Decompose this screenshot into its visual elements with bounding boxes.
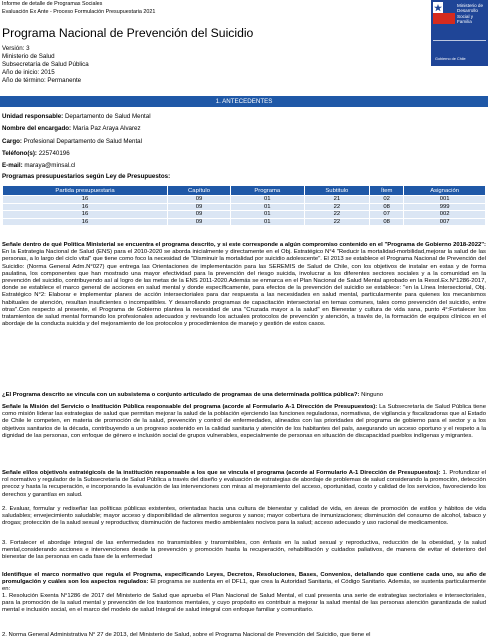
unidad-responsable: Unidad responsable: Departamento de Salud Mental bbox=[2, 113, 151, 120]
budget-table bbox=[2, 185, 486, 226]
paragraph-objetivo-2: 2. Evaluar, formular y rediseñar las políticas públicas existentes, orientadas hacia una cultura de bienestar y calidad de vida, en áreas de promoción de estilos y hábitos de vida saludables; envejecimiento saludable; mayor acceso y disponibilidad de alimentos seguros y sanos; mayor cobertura de inmunizaciones; disminución del consumo de alcohol, tabaco y drogas; protección de la salud sexual y reproductiva; disminución de factores medio ambientales nocivos para la salud; acceso adecuado y uso racional de medicamentos. bbox=[2, 506, 486, 527]
col-capitulo: Capítulo bbox=[168, 186, 231, 196]
table-row: 16 09 01 22 08 999 bbox=[3, 203, 486, 211]
page-title: Programa Nacional de Prevención del Suicidio bbox=[2, 26, 254, 40]
paragraph-politica-ministerial: Señale dentro de qué Política Ministerial se encuentra el programa descrito, y si este corresponde a algún compromiso contenido en el "Programa de Gobierno 2018-2022": En la Estrategia Nacional de Salud (ENS) para el 2010-2020 se aborda inicialmente y directamente en el Obj. Estratégico N°4 "Reducir la mortalidad-morbilidad,mejorar la salud de las personas, a lo largo del ciclo vital" que tiene como foco la necesidad de "Disminuir la mortalidad por suicidio adolescente". El 2013 se establece el Programa Nacional de Prevención del Suicidio: (Norma General Adm.N°027) que entrega las Orientaciones de implementación para las SEREMIS de Salud de Chile, con los objetivos de instalar en estas y de forma paulatina, los componentes que han mostrado una mayor efectividad para la prevención del riesgo suicida, involucrar a los diferentes sectores sociales y a la comunidad en la prevención del suicidio, contribuyendo así al logro de las metas de la ENS 2011-2020.Además se enmarca en el Plan Nacional de Salud Mental aprobado en la Resol.Ex.N°1286-2017, donde se establece el marco general de acciones en salud mental y donde específicamente, para efectos de la prevención del suicidio se establece: "en la Línea Intersectorial, Obj. Estratégico N°2: Elaborar e implementar planes de acción intersectoriales para dar respuesta a las necesidades en salud mental, particularmente para quienes los mecanismos habituales de atención, resultan insuficientes o incompatibles. Y desarrollando programas de capacitación intersectorial en temas comunes, tales como prevención del suicidio, entre otras".Con respecto al presente, el Programa de Gobierno plantea la necesidad de una "Cruzada mayor a la salud" en Bienestar y cultura de vida sana, punto 4°:Fortalecer los tratamientos de salud mental formando los profesionales adecuados y revisando los actuales protocolos de prevención y atención, a través de, la formación de equipos clínicos en el abordaje de la conducta suicida y del mejoramiento de los protocolos y procedimientos de manejo y gestión de estos casos. bbox=[2, 242, 486, 328]
nombre-encargado: Nombre del encargado: María Paz Araya Alvarez bbox=[2, 125, 141, 132]
ministry-logo bbox=[431, 0, 488, 66]
year-end: Año de término: Permanente bbox=[2, 77, 82, 84]
paragraph-norma-27: 2. Norma General Administrativa N° 27 de 2013, del Ministerio de Salud, sobre el Programa Nacional de Prevención del Suicidio, que tiene el bbox=[2, 632, 371, 638]
paragraph-resolucion-1286: 1. Resolución Exenta N°1286 de 2017 del Ministerio de Salud que aprueba el Plan Nacional de Salud Mental, el cual presenta una serie de estrategias sectoriales e intersectoriales, para la promoción de la salud mental y prevención de los trastornos mentales, y cuyo propósito es contribuir a mejorar la salud mental de las personas atención garantizada de salud mental e inclusión social, en el marco del modelo de salud Integral de salud integral con enfoque familiar y comunitario. bbox=[2, 593, 486, 614]
ministry: Ministerio de Salud bbox=[2, 53, 55, 60]
version: Versión: 3 bbox=[2, 45, 30, 52]
subsecretaria: Subsecretaría de Salud Pública bbox=[2, 61, 89, 68]
email: E-mail: maraya@minsal.cl bbox=[2, 162, 76, 169]
table-row: 16 09 01 21 02 001 bbox=[3, 196, 486, 204]
paragraph-objetivo-3: 3. Fortalecer el abordaje integral de las enfermedades no transmisibles y transmisibles, con énfasis en la salud sexual y reproductiva, reducción de la obesidad, y la salud mental,considerando acciones e intervenciones desde la prevención y promoción hasta la recuperación, rehabilitación y cuidados paliativos, de manera de evitar el deterioro del bienestar de las personas en cada fase de la enfermedad bbox=[2, 540, 486, 561]
table-row: 16 09 01 22 08 007 bbox=[3, 218, 486, 226]
col-subtitulo: Subtitulo bbox=[304, 186, 370, 196]
year-start: Año de inicio: 2015 bbox=[2, 69, 55, 76]
paragraph-mision: Señale la Misión del Servicio o Institución Pública responsable del programa (acorde al Formulario A-1 Dirección de Presupuestos): La Subsecretaría de Salud Pública tiene como misión liderar las estrategias de salud que permitan mejorar la salud de la población ejerciendo las funciones reguladoras, normativas, de vigilancia y fiscalizadoras que al Estado de Chile le competen, en materia de promoción de la salud, prevención y control de enfermedades, alineados con las prioridades del programa de gobierno para el sector y a los objetivos sanitarios de la década, contribuyendo a un progreso sostenido en la calidad sanitaria y atención de los habitantes del país, asegurando un acceso oportuno y el respeto a la dignidad de las personas, con enfoque de género e inclusión social de grupos vulnerables, especialmente de personas en situación de discapacidad pueblos indígenas y migrantes. bbox=[2, 404, 486, 439]
header-line-1: Informe de detalle de Programas Sociales bbox=[2, 1, 103, 7]
logo-text: Ministerio de Desarrollo Social y Familia bbox=[457, 3, 484, 25]
report-header bbox=[0, 0, 488, 20]
col-item: Ítem bbox=[370, 186, 404, 196]
coat-of-arms-icon bbox=[433, 2, 455, 24]
col-asignacion: Asignación bbox=[404, 186, 486, 196]
header-line-2: Evaluación Ex Ante - Proceso Formulación Presupuestaria 2021 bbox=[2, 9, 156, 15]
budget-heading: Programas presupuestarios según Ley de Presupuestos: bbox=[2, 173, 171, 180]
telefono: Teléfono(s): 225740196 bbox=[2, 150, 70, 157]
paragraph-objetivos: Señale el/los objetivo/s estratégico/s de la institución responsable a los que se vincula el programa (acorde al Formulario A-1 Dirección de Presupuestos): 1. Profundizar el rol normativo y regulador de la Subsecretaría de Salud Pública a través del diseño y evaluación de estrategias de abordaje de problemas de salud considerando la promoción, detección precoz y hasta la recuperación, e incorporando la evaluación de las intervenciones con miras al mejoramiento del acceso, oportunidad, costo y calidad de los servicios, favoreciendo los derechos y garantías en salud. bbox=[2, 470, 487, 498]
section-antecedentes-header: 1. ANTECEDENTES bbox=[0, 96, 488, 107]
paragraph-subsistema: ¿El Programa descrito se vincula con un subsistema o conjunto articulado de programas de una determinada política pública?: Ninguno bbox=[2, 392, 384, 398]
col-partida: Partida presupuestaria bbox=[3, 186, 168, 196]
paragraph-marco-normativo: Identifique el marco normativo que regula el Programa, especificando Leyes, Decretos, Resoluciones, Bases, Convenios, detallando que contiene cada uno, su año de promulgación y cuáles son los aspectos regulados: El programa se sustenta en el DFL1, que crea la Autoridad Sanitaria, el Código Sanitario. Además, se sustenta particularmente en: bbox=[2, 572, 486, 593]
col-programa: Programa bbox=[230, 186, 304, 196]
logo-subtitle: Gobierno de Chile bbox=[435, 57, 466, 61]
logo-divider bbox=[433, 40, 486, 41]
budget-table-header bbox=[3, 186, 486, 196]
cargo: Cargo: Profesional Departamento de Salud Mental bbox=[2, 138, 142, 145]
table-row: 16 09 01 22 07 002 bbox=[3, 211, 486, 219]
